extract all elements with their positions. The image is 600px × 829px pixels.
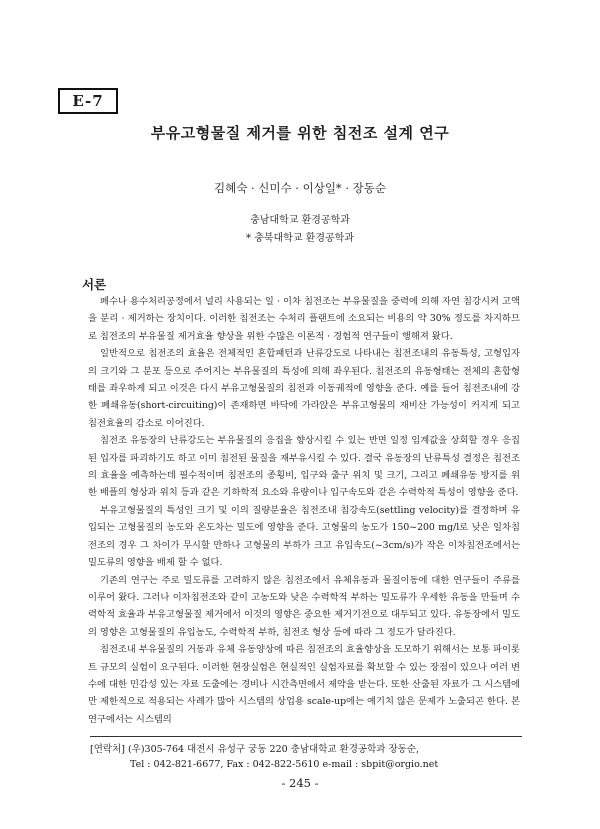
paragraph: 부유고형물질의 특성인 크기 및 이의 질량분율은 침전조내 침강속도(settling velocity)를 결정하며 유입되는 고형물질의 농도와 온도차는 밀도에 영향을 준다. 고형물의 농도가 150~200 mg/l로 낮은 일차침전조의 경우 그 차이가 무시할 만하나 고형물의 부하가 크고 유입속도(~3cm/s)가 작은 이차침전조에서는 밀도류의 영향을 배제 할 수 없다. (88, 504, 520, 569)
affiliation-primary: 충남대학교 환경공학과 (250, 215, 350, 226)
paragraph: 기존의 연구는 주로 밀도류를 고려하지 않은 침전조에서 유체유동과 물질이동에 대한 연구들이 주류를 이루어 왔다. 그러나 이차침전조와 같이 고농도와 낮은 수력학적 부하는 밀도류가 우세한 유동을 만들며 수력학적 효율과 부유고형물질 제거에서 이것의 영향은 중요한 제거기전으로 대두되고 있다. 유동장에서 밀도의 영향은 고형물질의 유입농도, 수력학적 부하, 침전조 형상 등에 따라 그 정도가 달라진다. (88, 574, 520, 638)
paragraph: 일반적으로 침전조의 효율은 전체적인 혼합패턴과 난류강도로 나타내는 침전조내의 유동특성, 고형입자의 크기와 그 분포 등으로 주어지는 부유물질의 특성에 의해 좌우된다. 침전조의 유동형태는 전체의 혼합형태를 좌우하게 되고 이것은 다시 부유고형물질의 침전과 이동궤적에 영향을 준다. 예를 들어 침전조내에 강한 폐쇄유동(short-circuiting)이 존재하면 바닥에 가라앉은 부유고형물의 재비산 가능성이 커지게 되고 침전효율의 감소로 이어진다. (88, 348, 520, 429)
session-code-box: E-7 (58, 88, 118, 114)
paragraph: 침전조내 부유물질의 거동과 유체 유동양상에 따른 침전조의 효율향상을 도모하기 위해서는 보통 파이롯트 규모의 실험이 요구된다. 이러한 현장실험은 현실적인 실험자료를 확보할 수 있는 장점이 있으나 여러 변수에 대한 민감성 있는 자료 도출에는 경비나 시간측면에서 제약을 받는다. 또한 산출된 자료가 그 시스템에만 제한적으로 적용되는 사례가 많아 시스템의 상업용 scale-up에는 예기치 않은 문제가 노출되곤 한다. 본 연구에서는 시스템의 (88, 644, 520, 725)
paper-title: 부유고형물질 제거를 위한 침전조 설계 연구 (150, 124, 450, 142)
footer-divider (90, 736, 522, 737)
paragraph: 침전조 유동장의 난류강도는 부유물질의 응집을 향상시킬 수 있는 반면 일정 임계값을 상회할 경우 응집된 입자를 파괴하기도 하고 이미 침전된 물질을 재부유시킬 수 있다. 결국 유동장의 난류특성 결정은 침전조의 효율을 예측하는데 필수적이며 침전조의 종횡비, 입구와 출구 위치 및 크기, 그리고 폐쇄유동 방지를 위한 배플의 형상과 위치 등과 같은 기하학적 요소와 유량이나 입구속도와 같은 수력학적 특성이 영향을 준다. (88, 435, 520, 499)
paragraph: 폐수나 용수처리공정에서 널리 사용되는 일 · 이차 침전조는 부유물질을 중력에 의해 자연 침강시켜 고액을 분리 · 제거하는 장치이다. 이러한 침전조는 수처리 플랜트에 소요되는 비용의 약 30% 정도를 차지하므로 침전조의 부유물질 제거효율 향상을 위한 수많은 이론적 · 경험적 연구들이 행해져 왔다. (88, 296, 520, 342)
contact-address: [연락처] (우)305-764 대전시 유성구 궁동 220 충남대학교 환경공학과 장동순, (90, 744, 420, 755)
section-heading-introduction: 서론 (82, 277, 107, 292)
page-number: - 245 - (281, 776, 319, 790)
body-text (88, 293, 520, 728)
contact-phone-email: Tel : 042-821-6677, Fax : 042-822-5610 e-mail : sbpit@orgio.net (130, 759, 439, 770)
affiliation-secondary: * 충북대학교 환경공학과 (246, 233, 354, 244)
author-list: 김혜숙 · 신미수 · 이상일* · 장동순 (214, 181, 386, 195)
